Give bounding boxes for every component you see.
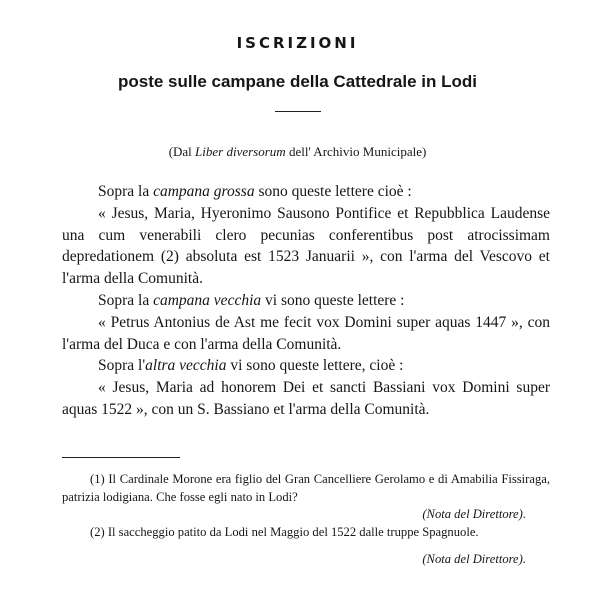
bell-paragraph-intro (62, 181, 550, 203)
source-citation (0, 144, 595, 160)
footnote: (1) Il Cardinale Morone era figlio del Gran Cancelliere Gerolamo e di Amabilia Fissiraga, patrizia lodigiana. Che fosse egli nato in Lodi? (62, 472, 550, 504)
source-open: (Dal (168, 144, 196, 159)
bell-inscription: « Jesus, Maria ad honorem Dei et sancti Bassiani vox Domini super aquas 1522 », con un S. Bassiano et l'arma della Comunità. (62, 379, 550, 418)
source-book-title: Liber diversorum (195, 144, 286, 159)
bell-paragraph-intro (62, 355, 550, 377)
footnote-signature: (Nota del Direttore). (422, 507, 526, 522)
page-subtitle: poste sulle campane della Cattedrale in Lodi (118, 72, 477, 91)
bell-inscription: « Jesus, Maria, Hyeronimo Sausono Pontifice et Repubblica Laudense una cum venerabili clero pecunias conferentibus post atrocissimam depredationem (2) absoluta est 1523 Januarii », con l'arma del Vescovo et l'arma della Comunità. (62, 204, 550, 288)
footnote: (2) Il saccheggio patito da Lodi nel Maggio del 1522 dalle truppe Spagnuole. (90, 524, 479, 539)
footnote-divider (62, 457, 180, 458)
bell-name: altra vecchia (145, 357, 227, 375)
intro-text: Sopra la (98, 291, 154, 309)
inscriptions-body (62, 181, 550, 421)
bell-paragraph-intro (62, 290, 550, 312)
bell-name: campana vecchia (153, 291, 262, 309)
bell-name: campana grossa (153, 183, 255, 200)
bell-inscription: « Petrus Antonius de Ast me fecit vox Domini super aquas 1447 », con l'arma del Duca e con l'arma della Comunità. (62, 313, 550, 353)
intro-after: sono queste lettere cioè : (254, 183, 412, 200)
title-divider (275, 111, 321, 112)
intro-after: vi sono queste lettere, cioè : (226, 357, 404, 375)
intro-after: vi sono queste lettere : (261, 291, 405, 309)
footnote-signature: (Nota del Direttore). (422, 552, 526, 567)
source-close: dell' Archivio Municipale) (285, 144, 427, 159)
intro-text: Sopra l' (98, 357, 146, 375)
intro-text: Sopra la (98, 183, 154, 200)
footnotes (62, 471, 550, 569)
page-title: ISCRIZIONI (236, 34, 359, 52)
